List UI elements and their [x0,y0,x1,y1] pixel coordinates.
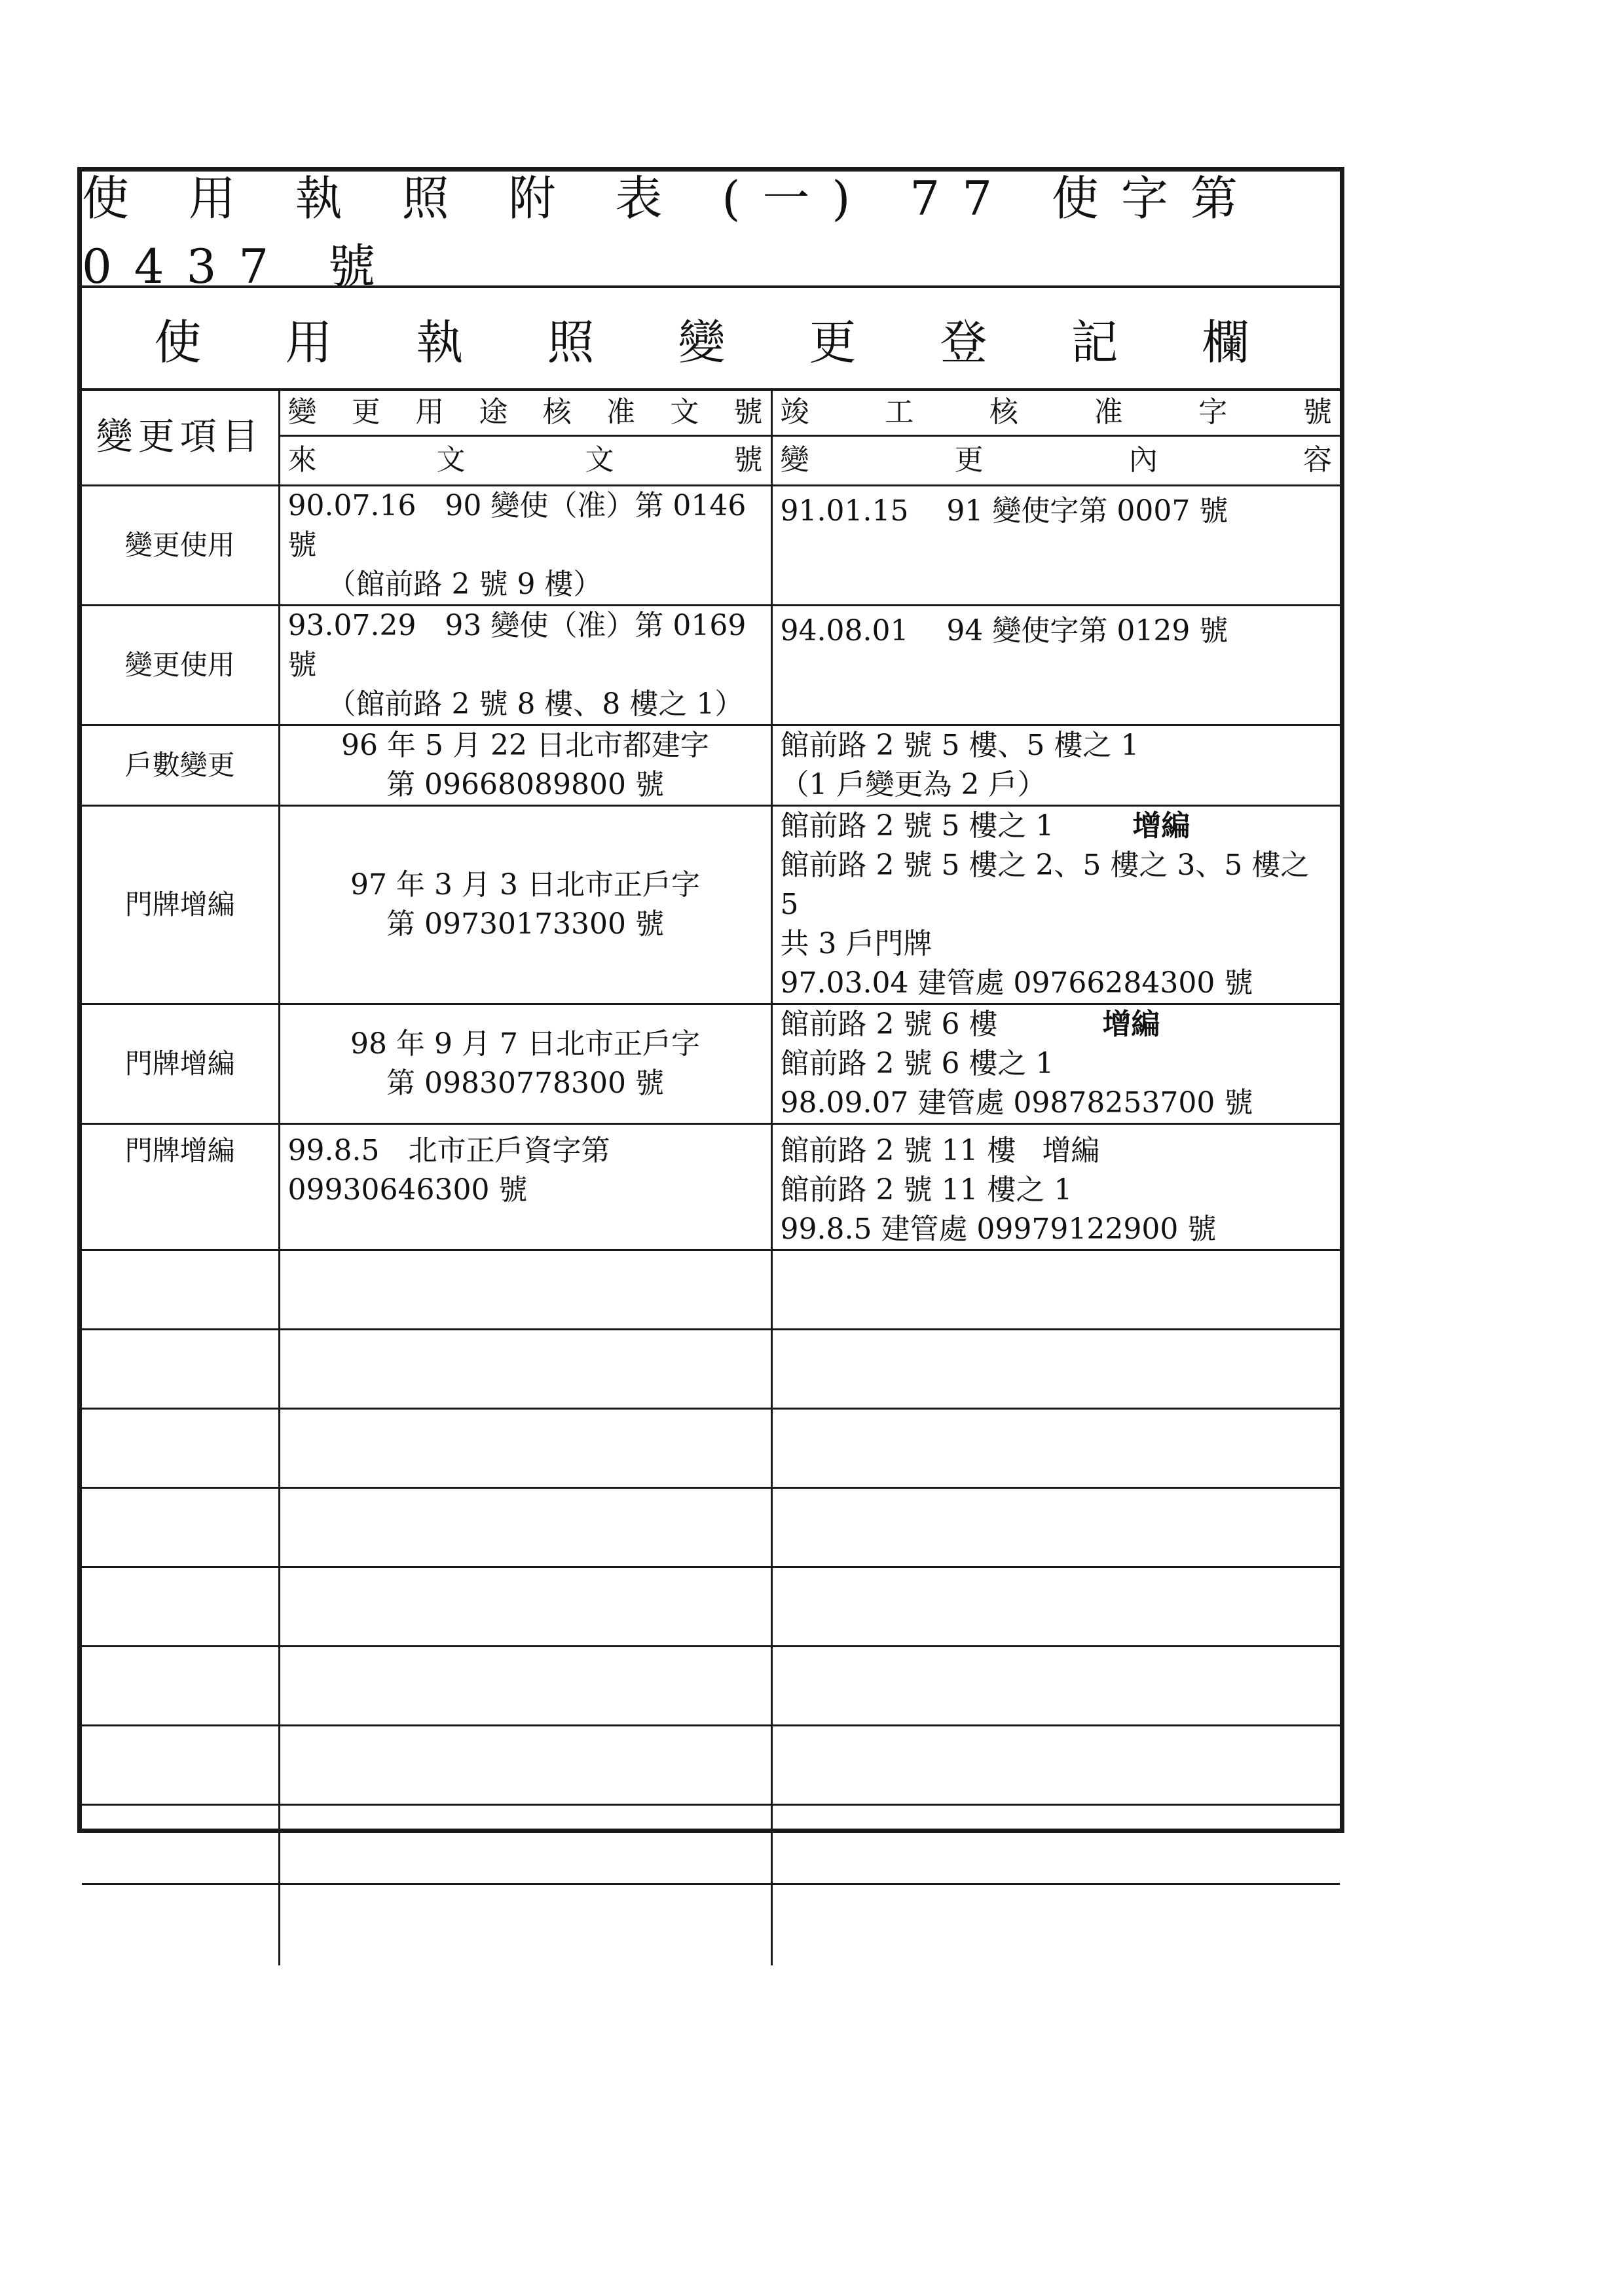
row-doc-number [279,1004,771,1123]
empty-cell [82,1487,279,1567]
empty-cell [279,1408,771,1487]
empty-cell [771,1725,1340,1804]
table-row [82,605,1340,725]
header-char: 變 [780,443,809,477]
row-doc-number [279,1123,771,1250]
empty-row [82,1804,1340,1884]
header-char: 核 [989,395,1018,429]
empty-row [82,1408,1340,1487]
content-line: 97.03.04 建管處 09766284300 號 [780,966,1253,1000]
header-col2-bottom-text [288,441,763,480]
header-col2-top-text [288,393,763,432]
header-col3-top [771,391,1340,435]
empty-cell [82,1250,279,1329]
content-line [781,1131,1333,1171]
content-line [781,1005,1333,1044]
header-char: 核 [542,395,572,429]
empty-cell [771,1884,1340,1965]
empty-cell [279,1804,771,1884]
header-char: 工 [885,395,914,429]
row-content [771,725,1340,805]
header-char: 號 [733,443,763,477]
doc-line: 93.07.29 93 變使（准）第 0169 號 [287,608,747,682]
content-line: 館前路 2 號 5 樓之 2、5 樓之 3、5 樓之 5 [780,848,1310,921]
header-char: 更 [954,443,984,477]
content-line-text: 館前路 2 號 11 樓 [780,1133,1016,1167]
doc-line: （館前路 2 號 8 樓、8 樓之 1） [327,687,744,721]
content-tag: 增編 [1102,1007,1160,1041]
header-char: 更 [351,395,380,429]
empty-cell [279,1725,771,1804]
row-item: 門牌增編 [82,1123,279,1250]
empty-cell [771,1804,1340,1884]
change-register-table [82,391,1340,1965]
empty-cell [82,1408,279,1487]
content-tag: 增編 [1132,809,1190,843]
header-char: 文 [436,443,466,477]
row-doc-number [279,605,771,725]
row-content [771,1123,1340,1250]
header-col2-top [279,391,771,435]
header-col3-top-text [781,393,1333,432]
row-doc-number [279,805,771,1004]
empty-cell [82,1329,279,1408]
header-char: 號 [733,395,763,429]
empty-cell [771,1646,1340,1725]
table-row [82,1004,1340,1123]
content-line: 99.8.5 建管處 09979122900 號 [780,1212,1217,1246]
header-col3-bottom-text [781,441,1333,480]
empty-cell [279,1250,771,1329]
empty-cell [771,1250,1340,1329]
register-subtitle: 使用執照變更登記欄 [154,314,1333,370]
header-item: 變更項目 [82,391,279,485]
row-content [771,485,1340,605]
empty-cell [279,1567,771,1646]
table-row [82,725,1340,805]
empty-cell [82,1567,279,1646]
content-line: 館前路 2 號 5 樓、5 樓之 1 [780,728,1139,762]
header-char: 來 [287,443,317,477]
header-col2-bottom [279,435,771,485]
empty-cell [82,1804,279,1884]
row-item: 變更使用 [82,605,279,725]
row-content [771,805,1340,1004]
doc-line: 第 09830778300 號 [386,1066,664,1100]
empty-row [82,1487,1340,1567]
empty-cell [82,1884,279,1965]
empty-cell [771,1567,1340,1646]
document-frame [77,167,1344,1833]
subtitle-row [82,288,1340,391]
content-line: 共 3 戶門牌 [780,926,932,960]
row-item: 戶數變更 [82,725,279,805]
doc-line: 09930646300 號 [287,1173,528,1207]
content-line: 98.09.07 建管處 09878253700 號 [780,1085,1253,1120]
empty-cell [279,1487,771,1567]
row-content [771,1004,1340,1123]
doc-line: 98 年 9 月 7 日北市正戶字 [350,1027,700,1061]
header-char: 竣 [780,395,809,429]
row-doc-number [279,485,771,605]
doc-line: 96 年 5 月 22 日北市都建字 [341,728,709,762]
row-content [771,605,1340,725]
header-char: 途 [479,395,508,429]
header-char: 用 [415,395,445,429]
empty-cell [82,1646,279,1725]
empty-cell [279,1646,771,1725]
row-item: 變更使用 [82,485,279,605]
content-line: 館前路 2 號 6 樓之 1 [780,1046,1054,1080]
doc-line: 97 年 3 月 3 日北市正戶字 [350,867,700,902]
empty-row [82,1646,1340,1725]
doc-line: 第 09668089800 號 [386,767,664,801]
header-char: 文 [585,443,614,477]
empty-cell [279,1884,771,1965]
content-line: （1 戶變更為 2 戶） [780,767,1046,801]
empty-cell [771,1329,1340,1408]
header-char: 變 [287,395,317,429]
doc-line: 第 09730173300 號 [386,907,664,941]
header-char: 號 [1302,395,1332,429]
header-char: 內 [1128,443,1158,477]
title-row [82,171,1340,294]
content-line [781,807,1333,846]
header-char: 文 [670,395,699,429]
doc-line: （館前路 2 號 9 樓） [327,567,602,601]
empty-row [82,1329,1340,1408]
row-item: 門牌增編 [82,805,279,1004]
content-line-text: 館前路 2 號 5 樓之 1 [780,809,1054,843]
empty-cell [82,1725,279,1804]
empty-row [82,1250,1340,1329]
row-doc-number [279,725,771,805]
header-char: 准 [1094,395,1123,429]
empty-row [82,1884,1340,1965]
content-line: 94.08.01 94 變使字第 0129 號 [780,613,1228,647]
empty-row [82,1725,1340,1804]
content-line: 91.01.15 91 變使字第 0007 號 [780,494,1228,528]
content-line-text: 館前路 2 號 6 樓 [780,1007,998,1041]
table-row [82,1123,1340,1250]
header-char: 字 [1198,395,1228,429]
row-item: 門牌增編 [82,1004,279,1123]
doc-line: 90.07.16 90 變使（准）第 0146 號 [287,488,747,562]
content-line: 館前路 2 號 11 樓之 1 [780,1173,1073,1207]
table-row [82,805,1340,1004]
content-tag: 增編 [1042,1133,1100,1167]
header-char: 容 [1302,443,1332,477]
document-title: 使 用 執 照 附 表 (一) 77 使字第 0437 號 [82,171,1260,294]
header-row-top [82,391,1340,435]
empty-cell [771,1408,1340,1487]
empty-cell [771,1487,1340,1567]
header-col3-bottom [771,435,1340,485]
doc-line: 99.8.5 北市正戶資字第 [287,1133,610,1167]
header-char: 准 [606,395,635,429]
table-row [82,485,1340,605]
empty-cell [279,1329,771,1408]
empty-row [82,1567,1340,1646]
